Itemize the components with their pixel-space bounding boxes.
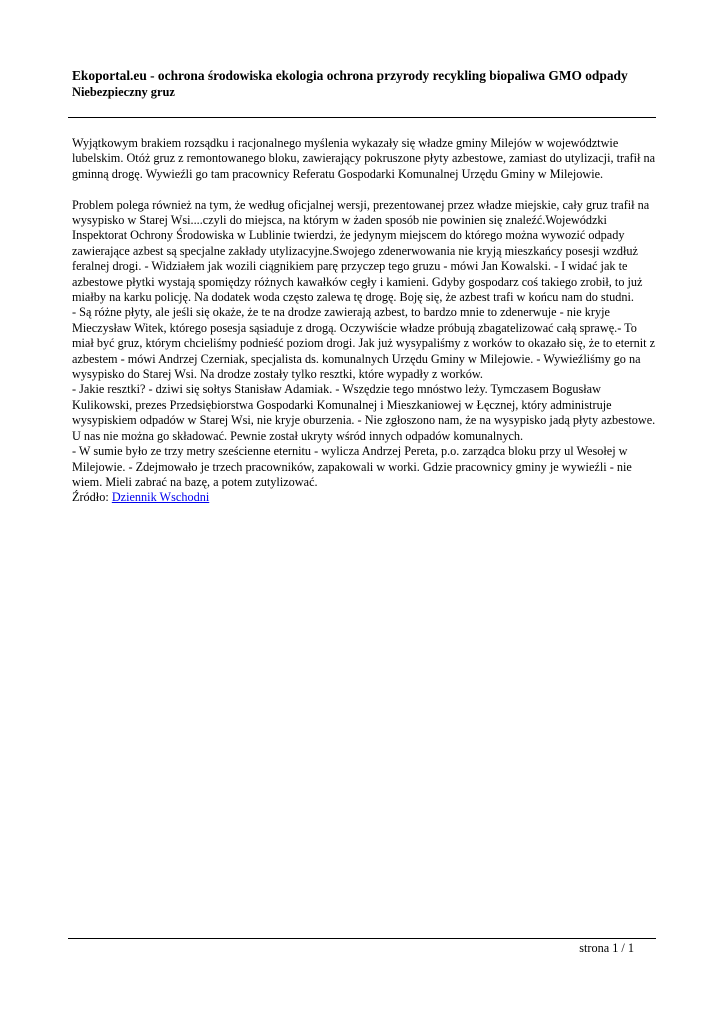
header-divider <box>68 117 656 118</box>
source-line <box>72 490 658 505</box>
article-body <box>72 136 658 506</box>
article-paragraph: - Są różne płyty, ale jeśli się okaże, że te na drodze zawierają azbest, to bardzo mnie to zdenerwuje - nie kryje Mieczysław Witek, którego posesja sąsiaduje z drogą. Oczywiście władze próbują zbagatelizować całą sprawę.- To miał być gruz, którym chcieliśmy podnieść poziom drogi. Jak już wysypaliśmy z worków to okazało się, że to eternit z azbestem - mówi Andrzej Czerniak, specjalista ds. komunalnych Urzędu Gminy w Milejowie. - Wywieźliśmy go na wysypisko do Starej Wsi. Na drodze zostały tylko resztki, które wypadły z worków. <box>72 305 656 382</box>
page-number: strona 1 / 1 <box>579 941 634 955</box>
source-label: Źródło: <box>72 490 112 505</box>
article-intro: Wyjątkowym brakiem rozsądku i racjonalnego myślenia wykazały się władze gminy Milejów w województwie lubelskim. Otóż gruz z remontowanego bloku, zawierający pokruszone płyty azbestowe, zamiast do utylizacji, trafił na gminną drogę. Wywieźli go tam pracownicy Referatu Gospodarki Komunalnej Urzędu Gminy w Milejowie. <box>72 136 656 181</box>
article-paragraph: Problem polega również na tym, że według oficjalnej wersji, prezentowanej przez władze miejskie, cały gruz trafił na wysypisko w Starej Wsi....czyli do miejsca, na którym w żaden sposób nie powinien się znaleźć.Wojewódzki Inspektorat Ochrony Środowiska w Lublinie twierdzi, że jedynym miejscem do którego można wywozić odpady zawierające azbest są specjalne zakłady utylizacyjne.Swojego zdenerwowania nie kryją mieszkańcy posesji wzdłuż feralnej drogi. - Widziałem jak wozili ciągnikiem parę przyczep tego gruzu - mówi Jan Kowalski. - I widać jak te azbestowe płytki wystają spomiędzy różnych kawałków cegły i kamieni. Gdyby gospodarz coś takiego zrobił, to już miałby na karku policję. Na dodatek woda często zalewa tę drogę. Boję się, że azbest trafi w końcu nam do studni. <box>72 197 650 305</box>
footer-divider <box>68 938 656 939</box>
article-title: Niebezpieczny gruz <box>72 85 175 99</box>
article-paragraph: - Jakie resztki? - dziwi się sołtys Stanisław Adamiak. - Wszędzie tego mnóstwo leży. Tymczasem Bogusław Kulikowski, prezes Przedsiębiorstwa Gospodarki Komunalnej i Mieszkaniowej w Łęcznej, który administruje wysypiskiem odpadów w Starej Wsi, nie kryje oburzenia. - Nie zgłoszono nam, że na wysypisko jadą płyty azbestowe. U nas nie można go składować. Pewnie został ukryty wśród innych odpadów komunalnych. <box>72 382 656 443</box>
source-link[interactable]: Dziennik Wschodni <box>111 490 210 505</box>
page-header <box>72 68 656 100</box>
article-paragraph: - W sumie było ze trzy metry sześcienne eternitu - wylicza Andrzej Pereta, p.o. zarządca bloku przy ul Wesołej w Milejowie. - Zdejmowało je trzech pracowników, zapakowali w worki. Gdzie pracownicy gminy je wywieźli - nie wiem. Mieli zabrać na bazę, a potem zutylizować. <box>72 444 632 489</box>
site-title: Ekoportal.eu - ochrona środowiska ekologia ochrona przyrody recykling biopaliwa GMO odpady <box>72 68 628 83</box>
